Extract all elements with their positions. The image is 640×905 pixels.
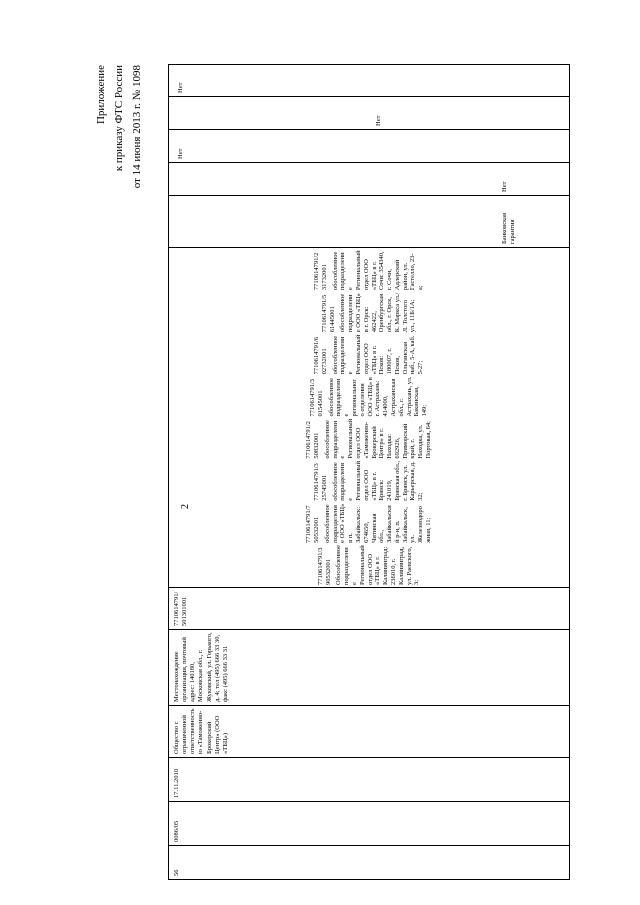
branch-entry [313,334,425,374]
cell-inclusion-date: 17.11.2010 [169,757,569,801]
cell-inn-kpp: 7710614791/501301001 [169,587,569,629]
cell-flag-2: Нет [169,129,569,162]
cell-organization-name: Общество с ограниченной ответственностью «Таможенно-Брокерский Центр» (ООО «ТБЦ») [169,705,569,757]
branch-entry [309,376,429,416]
branch-entry [321,292,418,332]
registry-table [168,64,570,880]
cell-flag-3: Нет [169,96,569,129]
branch-description: обособленное подразделение регионального отделения ООО «ТБЦ» в г. Астрахань: 414000, Астраханская обл., г. Астрахань, ул. Бакинская, 149; [327,376,429,417]
cell-row-number: 56 [169,845,569,879]
caption-line-2: к приказу ФТС России [113,65,125,172]
branch-inn-kpp: 7710614791/390532001 [316,547,332,585]
branch-description: обособленное подразделение ООО «ТБЦ» в г. Орск: 462422, Оренбургская обл., г. Орск, К. Маркса ул./Л. Толстого ул., 11Б/1А; [339,292,417,333]
cell-branch-offices [169,247,569,587]
branch-inn-kpp: 7710614791/301545001 [309,378,324,417]
branch-inn-kpp: 7710614791/250832001 [305,421,320,459]
branch-description: обособленное подразделение Региональный отдел ООО «ТБЦ» в г. Брянск: 241019, Брянская обл., г. Брянск, ул. Карьерская, д. 32; [331,460,425,501]
caption-line-3: от 14 июня 2013 г. № 1098 [131,65,143,189]
cell-flag-4: Нет [177,82,184,93]
cell-security-type: Банковская гарантия [169,195,569,247]
cell-flag-1: Нет [169,162,569,195]
branch-description: обособленное подразделение Региональный отдел ООО «Таможенно-Брокерский Центр» в г. Находка: 692926, Приморский край, г. Находка, ул. Портовая, 64; [323,418,433,459]
cell-organization-address: Местонахождение организации, почтовый адрес: 140180, Московская обл., г. Жуковский, ул. Горького, д. 4; тел (495) 666 33 30, факс (495) 666 33 31 [169,629,569,705]
branch-description: обособленное подразделение Региональный отдел ООО «ТБЦ» в г. Псков: 180007, г. Псков, Ольгинская наб., 5-А, каб. 5-27; [331,334,425,375]
page-number: 2 [180,504,191,509]
caption-line-1: Приложение [95,65,107,125]
appendix-caption [92,65,146,188]
cell-registry-number: 0086/05 [169,801,569,845]
branch-inn-kpp: 7710614791/231732001 [312,252,328,291]
branch-entry [305,419,433,459]
branch-description: обособленное подразделение Региональный отдел ООО «ТБЦ» в г. Сочи: 354340, г. Сочи, Адлерский район, ул. Гастелло, 23-а; [331,250,425,291]
branch-entry [317,545,421,585]
branch-description: Обособленное подразделение Региональный отдел ООО «ТБЦ» в г. Калининград: 236010, г. Калининград, ул. Раевского, 3; [335,545,421,585]
branch-entry [305,503,433,543]
branch-inn-kpp: 7710614791/750532001 [305,505,320,543]
branch-inn-kpp: 7710614791/561445001 [320,294,336,333]
branch-entry [313,461,425,501]
branch-inn-kpp: 7710614791/325745001 [312,463,328,501]
branch-description: обособленное подразделение ООО «ТБЦ» в п. Забайкальск: 674650, Читинская обл., Забайкальский р-н, п. Забайкальск, ул. Железнодорожная, 11; [323,503,433,543]
branch-inn-kpp: 7710614791/602732001 [312,336,328,375]
branch-entry [313,250,425,290]
